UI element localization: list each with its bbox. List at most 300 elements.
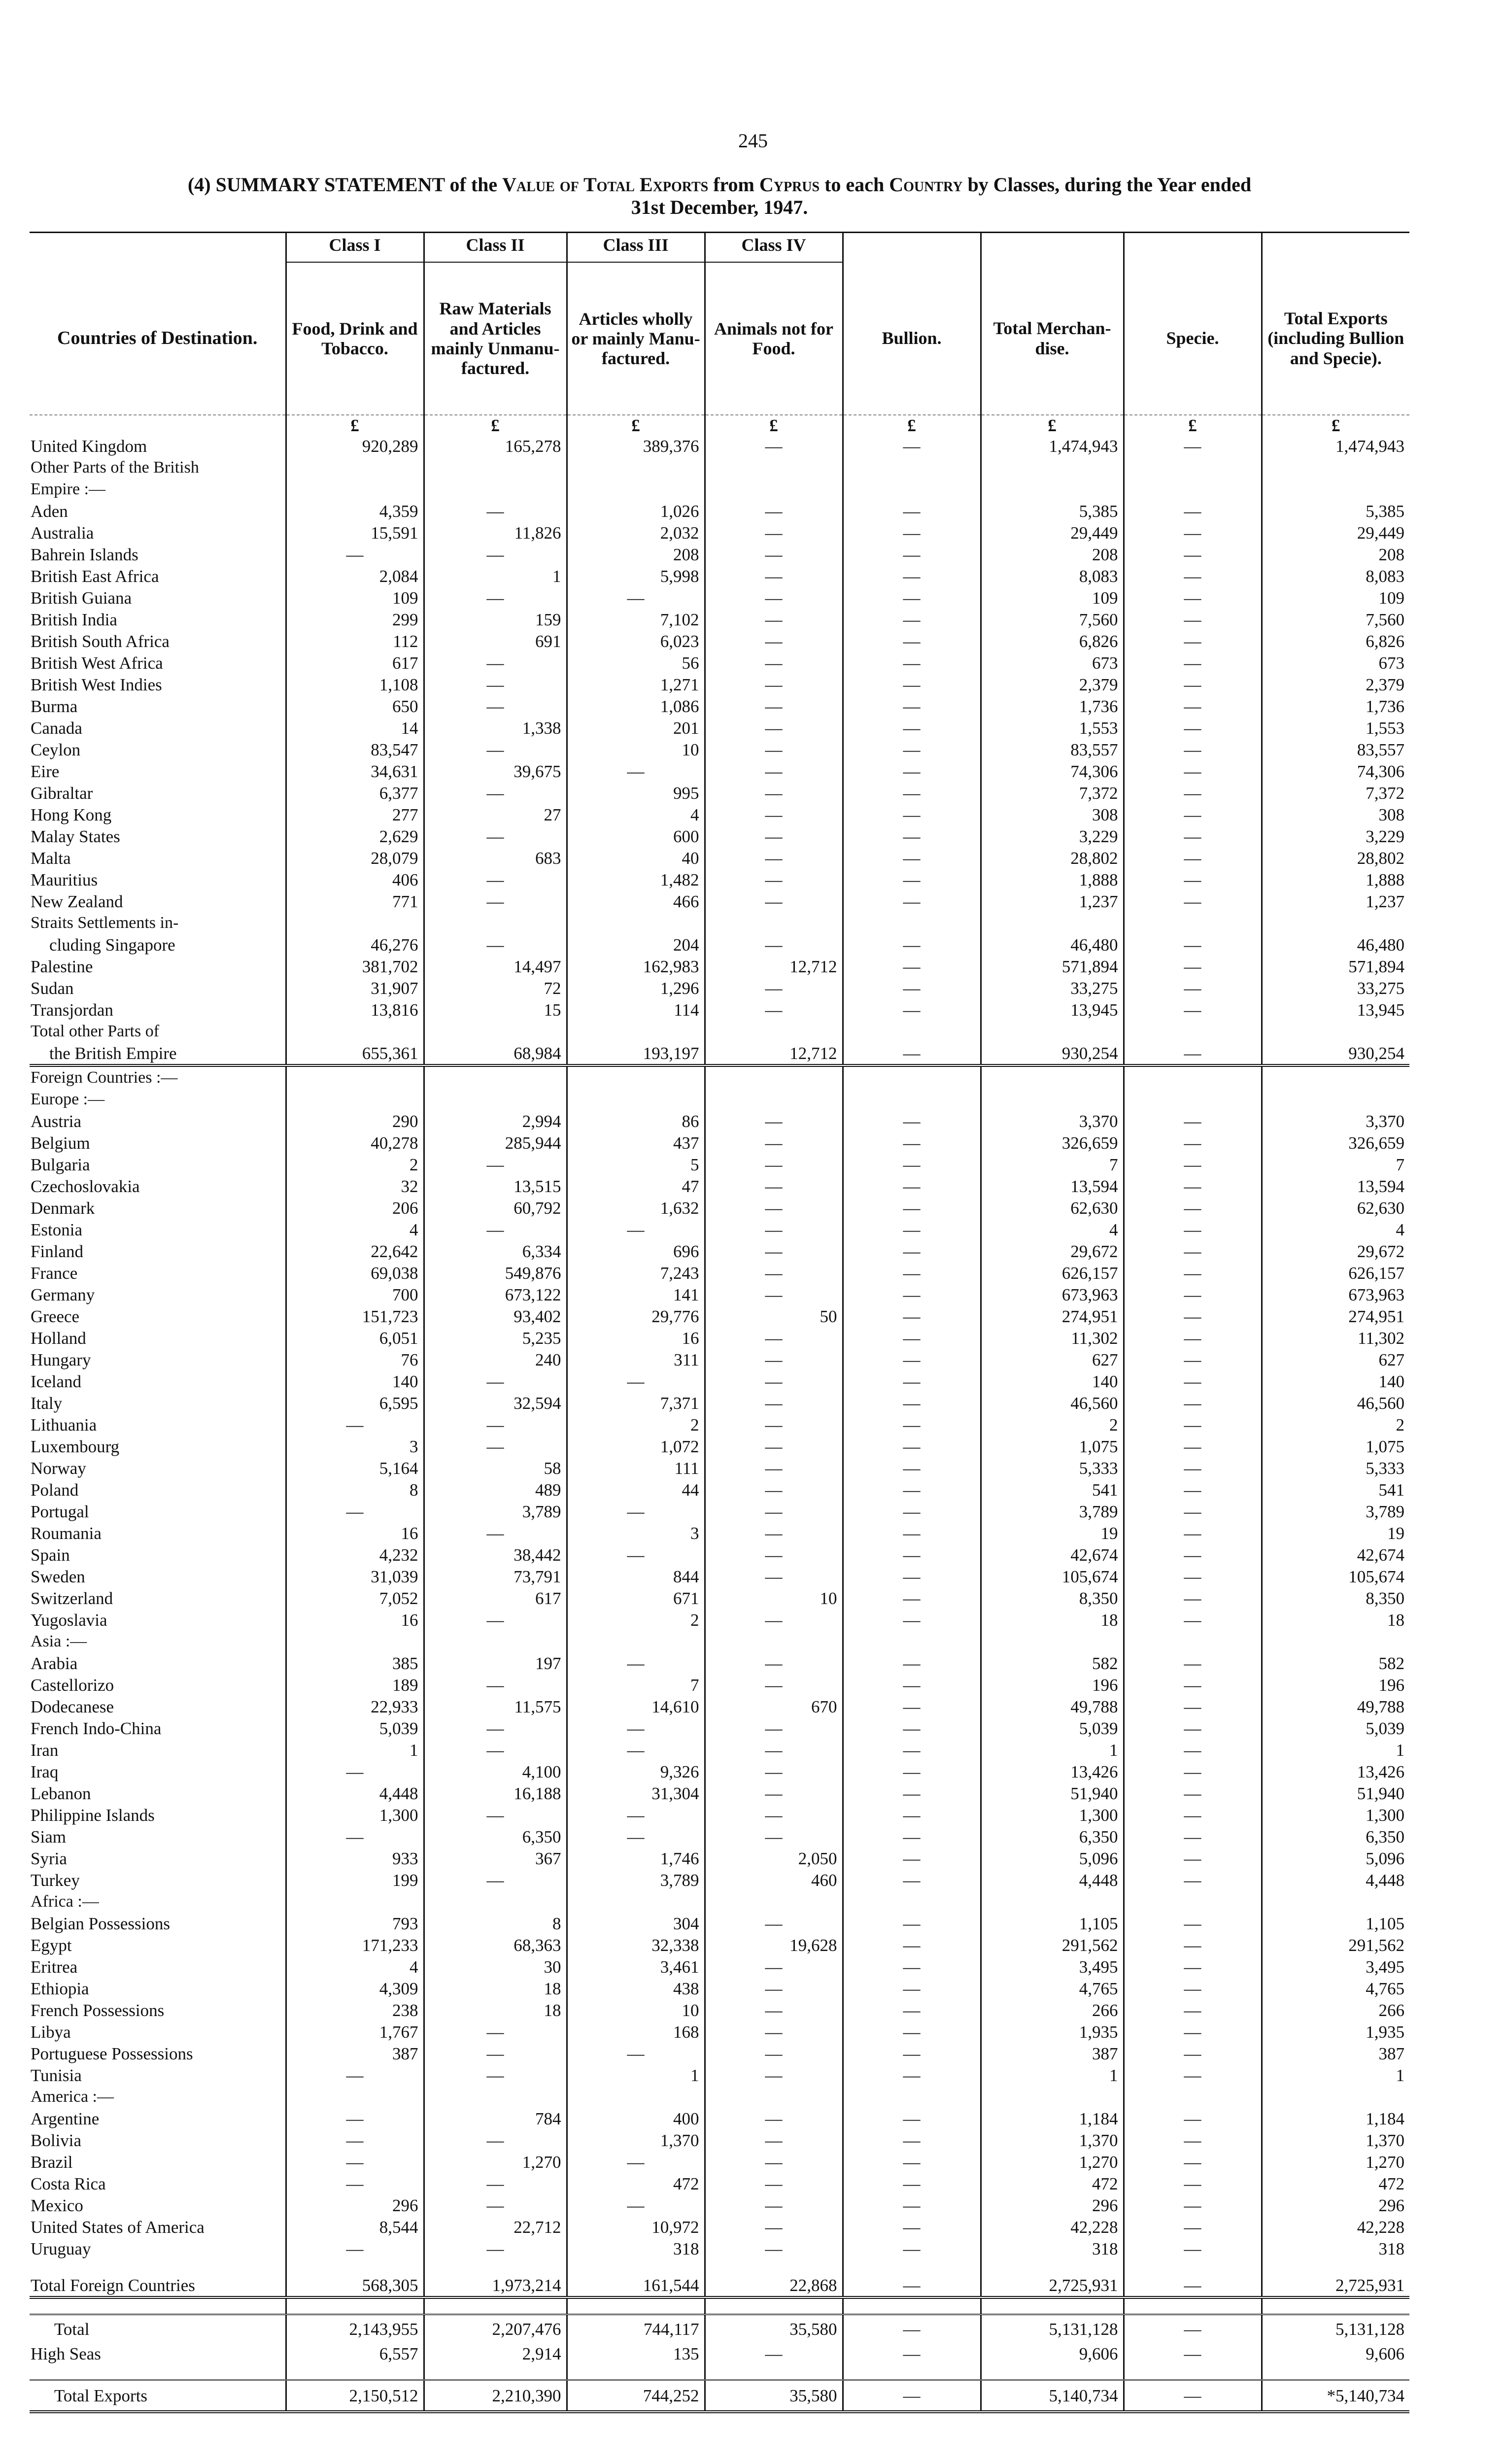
value-cell: — <box>705 1739 843 1761</box>
table-row <box>30 2108 1409 2129</box>
country-cell: Foreign Countries :— <box>31 1068 178 1087</box>
value-cell: 1,270 <box>981 2151 1124 2173</box>
value-cell <box>424 912 567 934</box>
value-cell: — <box>1124 890 1262 912</box>
value-cell: 51,940 <box>981 1782 1124 1804</box>
value-cell: 49,788 <box>981 1696 1124 1717</box>
value-cell: 626,157 <box>981 1262 1124 1284</box>
value-cell <box>286 457 424 479</box>
value-cell: 673,963 <box>981 1284 1124 1305</box>
value-cell: — <box>1124 999 1262 1021</box>
country-cell: Eritrea <box>31 1957 78 1977</box>
value-cell: 6,826 <box>981 630 1124 652</box>
value-cell: 168 <box>567 2021 705 2043</box>
country-cell: Bolivia <box>31 2130 82 2150</box>
value-cell: 208 <box>567 544 705 565</box>
value-cell: 7 <box>981 1154 1124 1175</box>
value-cell: 2,379 <box>1262 674 1409 695</box>
value-cell: — <box>1124 804 1262 825</box>
table-row <box>30 522 1409 544</box>
value-cell: 4,232 <box>286 1544 424 1566</box>
value-cell: 5,096 <box>1262 1848 1409 1869</box>
value-cell: — <box>705 2173 843 2194</box>
value-cell <box>1124 457 1262 479</box>
value-cell: — <box>843 956 981 977</box>
value-cell: 1,370 <box>981 2129 1124 2151</box>
value-cell: 68,363 <box>424 1934 567 1956</box>
value-cell: 387 <box>286 2043 424 2064</box>
value-cell <box>424 1631 567 1652</box>
value-cell: — <box>705 1804 843 1826</box>
value-cell: — <box>1124 1652 1262 1674</box>
value-cell: — <box>843 1999 981 2021</box>
value-cell: — <box>1124 1305 1262 1327</box>
value-cell: — <box>843 1761 981 1782</box>
value-cell: 29,449 <box>1262 522 1409 544</box>
value-cell: — <box>1124 2021 1262 2043</box>
class-header-cell: Class II <box>424 233 567 263</box>
value-cell: 51,940 <box>1262 1782 1409 1804</box>
value-cell: 1 <box>1262 1739 1409 1761</box>
value-cell: 105,674 <box>1262 1566 1409 1587</box>
table-row <box>30 2297 1409 2315</box>
value-cell: — <box>705 760 843 782</box>
value-cell: 15,591 <box>286 522 424 544</box>
country-cell: Poland <box>31 1480 79 1500</box>
value-cell: 13,515 <box>424 1175 567 1197</box>
country-cell <box>30 2259 286 2274</box>
value-cell: 5,164 <box>286 1457 424 1479</box>
value-cell: — <box>705 1761 843 1782</box>
value-cell: — <box>843 1042 981 1065</box>
value-cell: — <box>843 587 981 609</box>
value-cell: 2 <box>286 1154 424 1175</box>
value-cell: — <box>843 1349 981 1370</box>
total-row <box>30 2315 1409 2343</box>
table-row <box>30 500 1409 522</box>
value-cell: — <box>286 2151 424 2173</box>
value-cell: — <box>1124 1934 1262 1956</box>
value-cell: 1,632 <box>567 1197 705 1219</box>
value-cell: 19 <box>1262 1522 1409 1544</box>
value-cell: — <box>705 1782 843 1804</box>
value-cell: 33,275 <box>981 977 1124 999</box>
value-cell: 691 <box>424 630 567 652</box>
table-row <box>30 2151 1409 2173</box>
value-cell: 2 <box>1262 1414 1409 1436</box>
value-cell: — <box>843 1479 981 1501</box>
value-cell: — <box>843 2021 981 2043</box>
country-cell: British India <box>31 610 117 629</box>
value-cell: 299 <box>286 609 424 630</box>
value-cell: — <box>1124 1999 1262 2021</box>
value-cell <box>981 1631 1124 1652</box>
table-row <box>30 2021 1409 2043</box>
value-cell: — <box>843 2129 981 2151</box>
value-cell: — <box>843 1587 981 1609</box>
value-cell: 304 <box>567 1913 705 1934</box>
country-cell <box>30 2297 286 2315</box>
value-cell: — <box>567 1739 705 1761</box>
value-cell: — <box>1124 1501 1262 1522</box>
value-cell: 3,789 <box>424 1501 567 1522</box>
value-cell: 73,791 <box>424 1566 567 1587</box>
value-cell <box>705 1631 843 1652</box>
value-cell: 9,326 <box>567 1761 705 1782</box>
value-cell: — <box>843 1175 981 1197</box>
value-cell <box>705 1021 843 1042</box>
table-row <box>30 1501 1409 1522</box>
value-cell: 19,628 <box>705 1934 843 1956</box>
country-cell: Ceylon <box>31 740 81 759</box>
value-cell <box>1124 1065 1262 1089</box>
table-row <box>30 890 1409 912</box>
value-cell <box>424 457 567 479</box>
value-cell: — <box>1124 609 1262 630</box>
value-cell: 10,972 <box>567 2216 705 2238</box>
value-cell: 114 <box>567 999 705 1021</box>
table-row <box>30 804 1409 825</box>
value-cell <box>705 2297 843 2315</box>
value-cell: — <box>286 1761 424 1782</box>
value-cell: 296 <box>286 2194 424 2216</box>
value-cell: — <box>843 1826 981 1848</box>
section-heading-row <box>30 1065 1409 1089</box>
value-cell: — <box>705 544 843 565</box>
value-cell <box>705 457 843 479</box>
value-cell: 582 <box>1262 1652 1409 1674</box>
country-cell: Argentine <box>31 2109 100 2128</box>
class-header-cell: Class I <box>286 233 424 263</box>
value-cell: 296 <box>1262 2194 1409 2216</box>
value-cell: 13,594 <box>981 1175 1124 1197</box>
value-cell <box>1124 2297 1262 2315</box>
value-cell: 240 <box>424 1349 567 1370</box>
value-cell <box>424 1891 567 1913</box>
value-cell: 1,075 <box>1262 1436 1409 1457</box>
value-cell: 1,888 <box>1262 869 1409 890</box>
class-header-cell <box>1124 233 1262 263</box>
country-cell: France <box>31 1263 78 1283</box>
value-cell: 1,553 <box>1262 717 1409 739</box>
value-cell: — <box>567 1501 705 1522</box>
value-cell: — <box>705 1154 843 1175</box>
value-cell <box>286 479 424 500</box>
column-header-cell: Food, Drink and Tobacco. <box>286 262 424 415</box>
value-cell: 4,448 <box>1262 1869 1409 1891</box>
value-cell: — <box>843 934 981 956</box>
table-row <box>30 1327 1409 1349</box>
unit-cell: £ <box>1124 415 1262 435</box>
value-cell: — <box>1124 977 1262 999</box>
value-cell: 1 <box>1262 2064 1409 2086</box>
value-cell: 7 <box>567 1674 705 1696</box>
value-cell: 4,309 <box>286 1978 424 1999</box>
table-row <box>30 999 1409 1021</box>
value-cell: 460 <box>705 1869 843 1891</box>
value-cell: — <box>1124 1479 1262 1501</box>
value-cell <box>1262 1891 1409 1913</box>
value-cell: — <box>1124 2173 1262 2194</box>
value-cell: — <box>424 1219 567 1240</box>
value-cell: — <box>1124 2343 1262 2364</box>
value-cell: 1,767 <box>286 2021 424 2043</box>
value-cell: — <box>843 804 981 825</box>
country-cell: British Guiana <box>31 588 132 608</box>
value-cell <box>286 1089 424 1110</box>
table-row <box>30 1110 1409 1132</box>
value-cell: — <box>286 2173 424 2194</box>
value-cell: 930,254 <box>1262 1042 1409 1065</box>
value-cell: — <box>843 1457 981 1479</box>
table-row <box>30 2343 1409 2364</box>
value-cell: — <box>424 2043 567 2064</box>
value-cell: 42,228 <box>981 2216 1124 2238</box>
value-cell: — <box>705 435 843 457</box>
table-row <box>30 1042 1409 1065</box>
value-cell: 7,052 <box>286 1587 424 1609</box>
value-cell: — <box>843 1934 981 1956</box>
value-cell: 4 <box>567 804 705 825</box>
value-cell <box>705 2259 843 2274</box>
value-cell: 291,562 <box>1262 1934 1409 1956</box>
value-cell: 105,674 <box>981 1566 1124 1587</box>
value-cell: 135 <box>567 2343 705 2364</box>
value-cell: 627 <box>1262 1349 1409 1370</box>
value-cell: 22,712 <box>424 2216 567 2238</box>
table-row <box>30 2259 1409 2274</box>
country-cell: Germany <box>31 1285 95 1304</box>
class-header-cell: Class III <box>567 233 705 263</box>
value-cell: — <box>1124 1522 1262 1544</box>
value-cell: — <box>1124 1175 1262 1197</box>
table-row <box>30 1154 1409 1175</box>
table-row <box>30 1132 1409 1154</box>
value-cell: 1,370 <box>1262 2129 1409 2151</box>
section-heading-row <box>30 457 1409 479</box>
country-cell: Belgium <box>31 1133 90 1153</box>
value-cell <box>843 479 981 500</box>
column-header-cell: Total Merchan- dise. <box>981 262 1124 415</box>
table-row <box>30 1566 1409 1587</box>
value-cell: 7,560 <box>1262 609 1409 630</box>
value-cell: 9,606 <box>1262 2343 1409 2364</box>
country-cell: Eire <box>31 761 60 781</box>
value-cell: 930,254 <box>981 1042 1124 1065</box>
column-header-cell: Bullion. <box>843 262 981 415</box>
value-cell: 472 <box>1262 2173 1409 2194</box>
value-cell: — <box>705 2343 843 2364</box>
value-cell: — <box>705 977 843 999</box>
value-cell: 3,229 <box>981 825 1124 847</box>
value-cell: 56 <box>567 652 705 674</box>
country-cell: Czechoslovakia <box>31 1176 140 1196</box>
table-row <box>30 717 1409 739</box>
table-row <box>30 1175 1409 1197</box>
value-cell: 3,370 <box>981 1110 1124 1132</box>
table-row <box>30 652 1409 674</box>
value-cell: 1,888 <box>981 869 1124 890</box>
value-cell: — <box>843 1501 981 1522</box>
value-cell: — <box>1124 1132 1262 1154</box>
value-cell: — <box>705 1956 843 1978</box>
value-cell: — <box>1124 1392 1262 1414</box>
value-cell: 13,426 <box>981 1761 1124 1782</box>
value-cell: 582 <box>981 1652 1124 1674</box>
table-row <box>30 825 1409 847</box>
value-cell: 10 <box>567 1999 705 2021</box>
value-cell: — <box>424 782 567 804</box>
total-row <box>30 2380 1409 2412</box>
value-cell: 655,361 <box>286 1042 424 1065</box>
value-cell: — <box>705 1674 843 1696</box>
country-cell: Luxembourg <box>31 1437 120 1456</box>
value-cell: — <box>843 1978 981 1999</box>
class-header-cell <box>30 233 286 263</box>
value-cell: 31,039 <box>286 1566 424 1587</box>
value-cell <box>424 479 567 500</box>
value-cell: 472 <box>981 2173 1124 2194</box>
value-cell: 93,402 <box>424 1305 567 1327</box>
value-cell: — <box>567 1370 705 1392</box>
value-cell: — <box>567 1804 705 1826</box>
value-cell: — <box>1124 782 1262 804</box>
value-cell: — <box>843 1609 981 1631</box>
value-cell: 6,350 <box>981 1826 1124 1848</box>
value-cell <box>424 2364 567 2380</box>
table-row <box>30 2043 1409 2064</box>
value-cell: 1,482 <box>567 869 705 890</box>
value-cell: 277 <box>286 804 424 825</box>
value-cell: 18 <box>424 1978 567 1999</box>
table-row <box>30 2129 1409 2151</box>
title-sc-2: Cyprus <box>759 173 820 196</box>
country-cell: Portugal <box>31 1502 89 1521</box>
table-row <box>30 1587 1409 1609</box>
table-row <box>30 1717 1409 1739</box>
value-cell: 3,229 <box>1262 825 1409 847</box>
country-cell: Turkey <box>31 1870 80 1890</box>
value-cell: 1,300 <box>286 1804 424 1826</box>
value-cell: 385 <box>286 1652 424 1674</box>
value-cell: — <box>843 2173 981 2194</box>
value-cell: — <box>1124 500 1262 522</box>
value-cell: 109 <box>981 587 1124 609</box>
value-cell: — <box>843 760 981 782</box>
value-cell: — <box>424 869 567 890</box>
value-cell: — <box>843 565 981 587</box>
value-cell: 4,765 <box>1262 1978 1409 1999</box>
table-row <box>30 1761 1409 1782</box>
value-cell: — <box>424 2129 567 2151</box>
country-cell: Arabia <box>31 1653 78 1673</box>
value-cell: — <box>1124 934 1262 956</box>
value-cell: — <box>843 825 981 847</box>
value-cell: — <box>424 1869 567 1891</box>
value-cell: — <box>843 1154 981 1175</box>
value-cell: 83,547 <box>286 739 424 760</box>
value-cell: — <box>567 1826 705 1848</box>
country-cell: Malta <box>31 848 71 868</box>
value-cell: 4 <box>286 1219 424 1240</box>
unit-cell: £ <box>286 415 424 435</box>
section-heading-row <box>30 2086 1409 2108</box>
value-cell <box>567 457 705 479</box>
value-cell: 291,562 <box>981 1934 1124 1956</box>
value-cell: 1,072 <box>567 1436 705 1457</box>
value-cell: 140 <box>286 1370 424 1392</box>
value-cell: — <box>424 1739 567 1761</box>
country-cell: Lithuania <box>31 1415 97 1435</box>
table-row <box>30 1739 1409 1761</box>
value-cell: — <box>1124 1913 1262 1934</box>
value-cell: 274,951 <box>981 1305 1124 1327</box>
table-row <box>30 1414 1409 1436</box>
value-cell: — <box>843 1414 981 1436</box>
value-cell: — <box>286 1501 424 1522</box>
value-cell: 4,100 <box>424 1761 567 1782</box>
value-cell: — <box>1124 2380 1262 2412</box>
value-cell: — <box>843 544 981 565</box>
value-cell: 2,379 <box>981 674 1124 695</box>
value-cell: 58 <box>424 1457 567 1479</box>
value-cell: 4,359 <box>286 500 424 522</box>
value-cell: 162,983 <box>567 956 705 977</box>
table-row <box>30 587 1409 609</box>
value-cell: — <box>843 2380 981 2412</box>
value-cell: 16 <box>286 1522 424 1544</box>
value-cell: 32,594 <box>424 1392 567 1414</box>
value-cell <box>981 1089 1124 1110</box>
value-cell: 3 <box>567 1522 705 1544</box>
value-cell: 19 <box>981 1522 1124 1544</box>
value-cell: — <box>843 2064 981 2086</box>
value-cell <box>981 479 1124 500</box>
value-cell: 673 <box>1262 652 1409 674</box>
value-cell: 1,300 <box>981 1804 1124 1826</box>
value-cell: — <box>286 1826 424 1848</box>
table-row <box>30 1197 1409 1219</box>
value-cell: 11,826 <box>424 522 567 544</box>
table-row <box>30 1869 1409 1891</box>
value-cell: 161,544 <box>567 2274 705 2297</box>
value-cell: 13,945 <box>981 999 1124 1021</box>
value-cell: 1,105 <box>981 1913 1124 1934</box>
value-cell <box>843 1021 981 1042</box>
section-heading-row <box>30 912 1409 934</box>
value-cell: 28,079 <box>286 847 424 869</box>
country-cell: British South Africa <box>31 631 170 651</box>
country-cell: Castellorizo <box>31 1675 114 1695</box>
table-row <box>30 977 1409 999</box>
value-cell <box>1124 1891 1262 1913</box>
value-cell <box>981 2297 1124 2315</box>
value-cell <box>567 2297 705 2315</box>
country-cell: Belgian Possessions <box>31 1914 170 1933</box>
value-cell: 1,370 <box>567 2129 705 2151</box>
value-cell: 30 <box>424 1956 567 1978</box>
value-cell: — <box>843 1674 981 1696</box>
country-cell: Iraq <box>31 1762 59 1781</box>
value-cell: — <box>843 977 981 999</box>
value-cell <box>1124 2364 1262 2380</box>
country-cell: Lebanon <box>31 1783 91 1803</box>
value-cell <box>843 1631 981 1652</box>
value-cell <box>843 2297 981 2315</box>
value-cell: 62,630 <box>981 1197 1124 1219</box>
value-cell: — <box>1124 1761 1262 1782</box>
value-cell: 1 <box>981 1739 1124 1761</box>
